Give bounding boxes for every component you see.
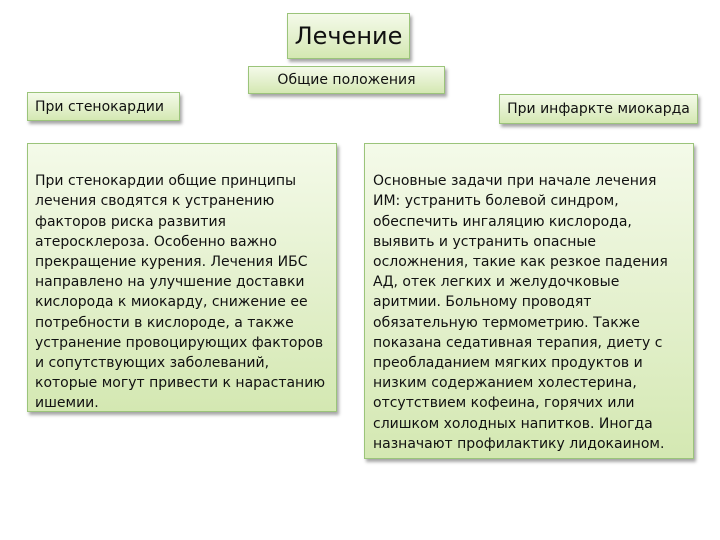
subtitle-box <box>248 66 445 94</box>
infarction-heading: При инфаркте миокарда <box>507 101 690 117</box>
title-box <box>287 13 410 59</box>
page-title: Лечение <box>294 22 403 50</box>
infarction-text-box <box>364 143 694 459</box>
angina-heading: При стенокардии <box>35 98 164 115</box>
angina-text: При стенокардии общие принципы лечения сводятся к устранению факторов риска развития атеросклероза. Особенно важно прекращение курения. Лечения ИБС направлено на улучшение доставки кислорода к миокарду, снижение ее потребности в кислороде, а также устранение провоцирующих факторов и сопутствующих заболеваний, которые могут привести к нарастанию ишемии. <box>35 173 326 412</box>
angina-heading-box <box>27 92 180 121</box>
angina-text-box <box>27 143 337 412</box>
infarction-heading-box <box>499 94 698 124</box>
page-subtitle: Общие положения <box>277 72 416 88</box>
infarction-text: Основные задачи при начале лечения ИМ: устранить болевой синдром, обеспечить ингаляцию кислорода, выявить и устранить опасные осложнения, такие как резкое падения АД, отек легких и желудочковые аритмии. Больному проводят обязательную термометрию. Также показана седативная терапия, диету с преобладанием мягких продуктов и низким содержанием холестерина, отсутствием кофеина, горячих или слишком холодных напитков. Иногда назначают профилактику лидокаином. <box>373 173 668 452</box>
